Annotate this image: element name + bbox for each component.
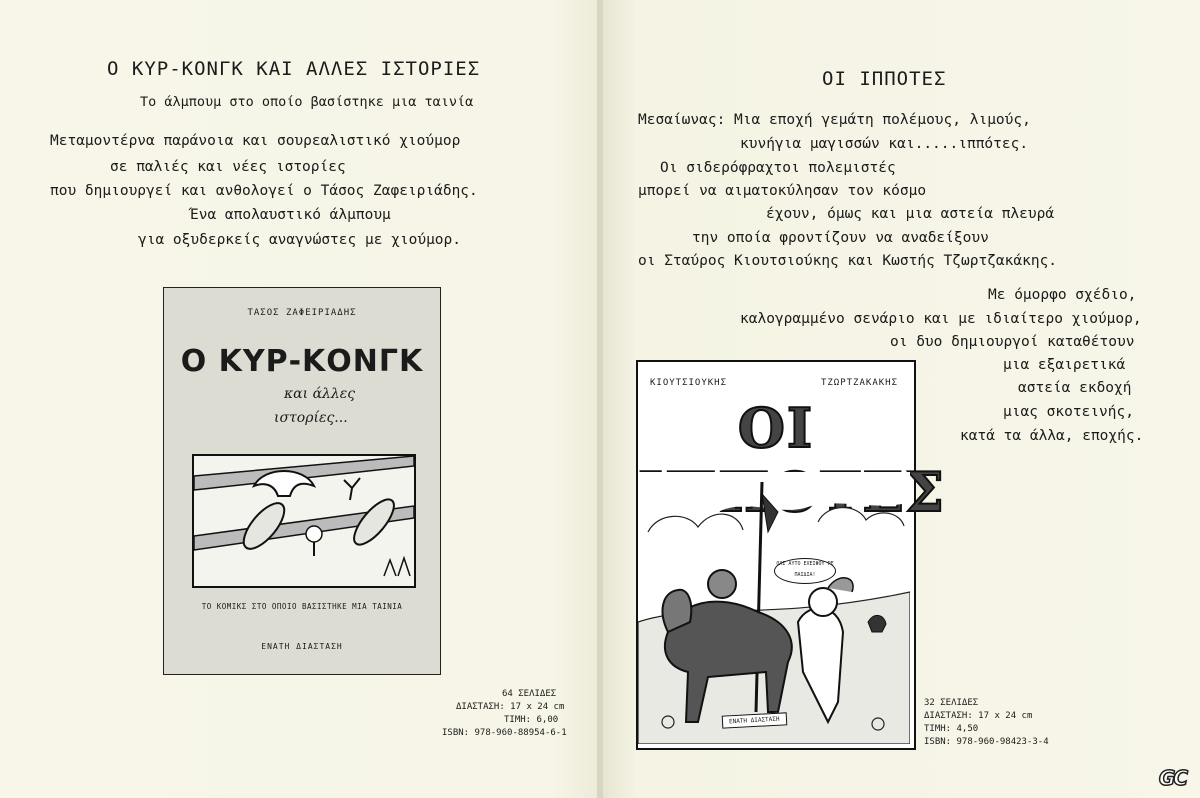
right-description-line: οι Σταύρος Κιουτσιούκης και Κωστής Τζωρτζακάκης. xyxy=(638,253,1058,269)
right-description-line: Οι σιδερόφραχτοι πολεμιστές xyxy=(660,160,896,176)
right-description-line: την οποία φροντίζουν να αναδείξουν xyxy=(692,230,989,246)
spec-isbn: ISBN: 978-960-88954-6-1 xyxy=(442,728,567,738)
left-description-line: σε παλιές και νέες ιστορίες xyxy=(110,159,346,175)
spec-pages: 64 ΣΕΛΙΔΕΣ xyxy=(502,689,557,699)
left-description-line: Ένα απολαυστικό άλμπουμ xyxy=(190,207,391,223)
ippotes-cover xyxy=(636,360,916,750)
right-page-title: ΟΙ ΙΠΠΟΤΕΣ xyxy=(822,68,947,90)
right-description-line: μιας σκοτεινής, xyxy=(1003,404,1134,420)
left-description-line: για οξυδερκείς αναγνώστες με χιούμορ. xyxy=(138,232,462,248)
cover-publisher: ΕΝΑΤΗ ΔΙΑΣΤΑΣΗ xyxy=(722,712,787,728)
spec-price: ΤΙΜΗ: 4,50 xyxy=(924,724,979,734)
right-description-line: Με όμορφο σχέδιο, xyxy=(988,287,1137,303)
cover-subtitle-line: και άλλες xyxy=(284,386,356,402)
cover-author-left: ΚΙΟΥΤΣΙΟΥΚΗΣ xyxy=(650,378,728,388)
watermark-logo: GC xyxy=(1158,766,1186,790)
left-page-title: Ο ΚΥΡ-ΚΟΝΓΚ ΚΑΙ ΑΛΛΕΣ ΙΣΤΟΡΙΕΣ xyxy=(107,58,481,80)
spec-dimensions: ΔΙΑΣΤΑΣΗ: 17 x 24 cm xyxy=(924,711,1033,721)
spec-pages: 32 ΣΕΛΙΔΕΣ xyxy=(924,698,979,708)
cover-subtitle-line: ιστορίες... xyxy=(274,410,348,426)
left-specs xyxy=(442,688,567,740)
right-specs xyxy=(924,697,1049,749)
comic-panel-illustration xyxy=(194,456,414,586)
cover-caption: ΤΟ ΚΟΜΙΚΣ ΣΤΟ ΟΠΟΙΟ ΒΑΣΙΣΤΗΚΕ ΜΙΑ ΤΑΙΝΙΑ xyxy=(201,602,403,611)
right-description-line: έχουν, όμως και μια αστεία πλευρά xyxy=(766,206,1055,222)
spec-price: ΤΙΜΗ: 6,00 xyxy=(504,715,559,725)
cover-publisher: ΕΝΑΤΗ ΔΙΑΣΤΑΣΗ xyxy=(261,642,343,651)
right-description-line: κατά τα άλλα, εποχής. xyxy=(960,428,1144,444)
left-page-subtitle: Το άλμπουμ στο οποίο βασίστηκε μια ταινία xyxy=(140,94,474,110)
right-description-line: οι δυο δημιουργοί καταθέτουν xyxy=(890,334,1135,350)
cover-title: Ο ΚΥΡ-ΚΟΝΓΚ xyxy=(180,344,424,379)
left-description-line: Μεταμοντέρνα παράνοια και σουρεαλιστικό χιούμορ xyxy=(50,133,461,149)
left-description-line: που δημιουργεί και ανθολογεί ο Τάσος Ζαφειριάδης. xyxy=(50,183,478,199)
cover-comic-panel xyxy=(192,454,416,588)
knights-scene xyxy=(638,472,910,744)
spec-isbn: ISBN: 978-960-98423-3-4 xyxy=(924,737,1049,747)
right-description-line: Μεσαίωνας: Μια εποχή γεμάτη πολέμους, λιμούς, xyxy=(638,112,1031,128)
right-description-line: καλογραμμένο σενάριο και με ιδιαίτερο χιούμορ, xyxy=(740,311,1142,327)
right-description-line: μπορεί να αιματοκύλησαν τον κόσμο xyxy=(638,183,927,199)
spec-dimensions: ΔΙΑΣΤΑΣΗ: 17 x 24 cm xyxy=(456,702,565,712)
right-description-line: αστεία εκδοχή xyxy=(1018,380,1132,396)
cover-author-right: ΤΖΩΡΤΖΑΚΑΚΗΣ xyxy=(820,378,898,388)
right-description-line: κυνήγια μαγισσών και.....ιππότες. xyxy=(740,136,1029,152)
cover-knights-illustration xyxy=(638,472,910,744)
kyr-kong-cover xyxy=(163,287,441,675)
speech-bubble: ΟΧΙ ΑΥΤΟ ΕΧΕΙΦΟΥ ΡΕ ΠΑΙΔΙΑ! xyxy=(774,558,836,584)
right-description-line: μια εξαιρετικά xyxy=(1003,357,1126,373)
cover-title: ΟΙ xyxy=(737,396,815,460)
cover-author: ΤΑΣΟΣ ΖΑΦΕΙΡΙΑΔΗΣ xyxy=(247,308,357,318)
book-gutter xyxy=(597,0,603,798)
